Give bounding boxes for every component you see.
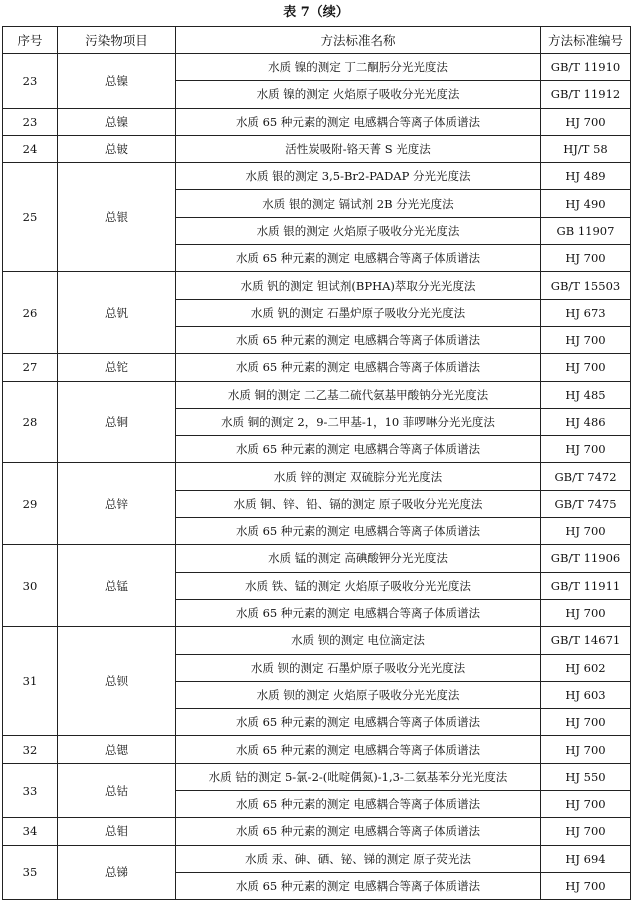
header-method-name: 方法标准名称 [176, 27, 541, 54]
table-row [3, 627, 631, 654]
seq-number-cell: 27 [3, 354, 58, 381]
method-code-cell: HJ/T 58 [541, 135, 631, 162]
seq-number-cell: 31 [3, 627, 58, 736]
seq-number-cell: 28 [3, 381, 58, 463]
table-row [3, 545, 631, 572]
pollutant-cell: 总锌 [58, 463, 176, 545]
seq-number-cell: 26 [3, 272, 58, 354]
header-seq: 序号 [3, 27, 58, 54]
pollutant-cell: 总银 [58, 163, 176, 272]
method-name-cell: 活性炭吸附-铬天菁 S 光度法 [176, 135, 541, 162]
method-code-cell: HJ 700 [541, 436, 631, 463]
method-code-cell: GB 11907 [541, 217, 631, 244]
method-code-cell: GB/T 11911 [541, 572, 631, 599]
seq-number-cell: 25 [3, 163, 58, 272]
pollutant-cell: 总锶 [58, 736, 176, 763]
method-code-cell: GB/T 11912 [541, 81, 631, 108]
method-code-cell: HJ 603 [541, 681, 631, 708]
seq-number-cell: 35 [3, 845, 58, 900]
method-code-cell: HJ 700 [541, 354, 631, 381]
table-row [3, 54, 631, 81]
method-name-cell: 水质 镍的测定 丁二酮肟分光光度法 [176, 54, 541, 81]
method-code-cell: HJ 700 [541, 818, 631, 845]
method-name-cell: 水质 65 种元素的测定 电感耦合等离子体质谱法 [176, 791, 541, 818]
pollutant-cell: 总钒 [58, 272, 176, 354]
seq-number-cell: 34 [3, 818, 58, 845]
pollutant-cell: 总铊 [58, 354, 176, 381]
method-code-cell: HJ 700 [541, 326, 631, 353]
method-code-cell: HJ 700 [541, 518, 631, 545]
method-code-cell: HJ 485 [541, 381, 631, 408]
method-name-cell: 水质 银的测定 3,5-Br2-PADAP 分光光度法 [176, 163, 541, 190]
method-code-cell: HJ 700 [541, 599, 631, 626]
method-name-cell: 水质 钡的测定 火焰原子吸收分光光度法 [176, 681, 541, 708]
pollutant-cell: 总铍 [58, 135, 176, 162]
method-name-cell: 水质 65 种元素的测定 电感耦合等离子体质谱法 [176, 872, 541, 899]
table-row [3, 463, 631, 490]
method-code-cell: HJ 700 [541, 245, 631, 272]
table-row [3, 381, 631, 408]
seq-number-cell: 30 [3, 545, 58, 627]
table-header [3, 27, 631, 54]
method-code-cell: GB/T 7475 [541, 490, 631, 517]
method-name-cell: 水质 65 种元素的测定 电感耦合等离子体质谱法 [176, 518, 541, 545]
header-pollutant: 污染物项目 [58, 27, 176, 54]
method-name-cell: 水质 65 种元素的测定 电感耦合等离子体质谱法 [176, 354, 541, 381]
method-code-cell: GB/T 11906 [541, 545, 631, 572]
seq-number-cell: 23 [3, 108, 58, 135]
method-name-cell: 水质 钴的测定 5-氯-2-(吡啶偶氮)-1,3-二氨基苯分光光度法 [176, 763, 541, 790]
pollutant-cell: 总钼 [58, 818, 176, 845]
method-code-cell: GB/T 7472 [541, 463, 631, 490]
method-name-cell: 水质 铜、锌、铅、镉的测定 原子吸收分光光度法 [176, 490, 541, 517]
method-name-cell: 水质 65 种元素的测定 电感耦合等离子体质谱法 [176, 108, 541, 135]
method-code-cell: HJ 700 [541, 709, 631, 736]
method-name-cell: 水质 65 种元素的测定 电感耦合等离子体质谱法 [176, 818, 541, 845]
method-name-cell: 水质 钡的测定 电位滴定法 [176, 627, 541, 654]
method-name-cell: 水质 汞、砷、硒、铋、锑的测定 原子荧光法 [176, 845, 541, 872]
method-name-cell: 水质 65 种元素的测定 电感耦合等离子体质谱法 [176, 436, 541, 463]
seq-number-cell: 23 [3, 54, 58, 109]
method-code-cell: HJ 700 [541, 736, 631, 763]
pollutant-cell: 总锑 [58, 845, 176, 900]
pollutant-cell: 总镍 [58, 108, 176, 135]
method-name-cell: 水质 镍的测定 火焰原子吸收分光光度法 [176, 81, 541, 108]
method-code-cell: HJ 694 [541, 845, 631, 872]
method-name-cell: 水质 65 种元素的测定 电感耦合等离子体质谱法 [176, 709, 541, 736]
method-code-cell: HJ 673 [541, 299, 631, 326]
method-code-cell: GB/T 14671 [541, 627, 631, 654]
method-name-cell: 水质 锌的测定 双硫腙分光光度法 [176, 463, 541, 490]
method-name-cell: 水质 65 种元素的测定 电感耦合等离子体质谱法 [176, 326, 541, 353]
method-name-cell: 水质 铜的测定 二乙基二硫代氨基甲酸钠分光光度法 [176, 381, 541, 408]
pollutant-cell: 总钡 [58, 627, 176, 736]
method-code-cell: HJ 700 [541, 791, 631, 818]
table-row [3, 736, 631, 763]
table-row [3, 354, 631, 381]
method-code-cell: HJ 550 [541, 763, 631, 790]
seq-number-cell: 29 [3, 463, 58, 545]
pollutant-cell: 总镍 [58, 54, 176, 109]
method-code-cell: HJ 700 [541, 872, 631, 899]
table-row [3, 163, 631, 190]
table-body [3, 54, 631, 900]
table-row [3, 818, 631, 845]
method-code-cell: HJ 602 [541, 654, 631, 681]
method-name-cell: 水质 铁、锰的测定 火焰原子吸收分光光度法 [176, 572, 541, 599]
table-row [3, 845, 631, 872]
table-caption: 表 7（续） [283, 5, 349, 20]
method-name-cell: 水质 65 种元素的测定 电感耦合等离子体质谱法 [176, 245, 541, 272]
pollutant-cell: 总钴 [58, 763, 176, 818]
method-name-cell: 水质 钒的测定 石墨炉原子吸收分光光度法 [176, 299, 541, 326]
standards-table [2, 26, 631, 900]
table-row [3, 763, 631, 790]
seq-number-cell: 32 [3, 736, 58, 763]
method-name-cell: 水质 锰的测定 高碘酸钾分光光度法 [176, 545, 541, 572]
table-row [3, 135, 631, 162]
header-method-code: 方法标准编号 [541, 27, 631, 54]
method-code-cell: HJ 700 [541, 108, 631, 135]
seq-number-cell: 24 [3, 135, 58, 162]
method-code-cell: GB/T 11910 [541, 54, 631, 81]
method-name-cell: 水质 钒的测定 钽试剂(BPHA)萃取分光光度法 [176, 272, 541, 299]
method-name-cell: 水质 铜的测定 2，9-二甲基-1，10 菲啰啉分光光度法 [176, 408, 541, 435]
table-row [3, 272, 631, 299]
table-row [3, 108, 631, 135]
method-name-cell: 水质 65 种元素的测定 电感耦合等离子体质谱法 [176, 599, 541, 626]
pollutant-cell: 总铜 [58, 381, 176, 463]
method-code-cell: GB/T 15503 [541, 272, 631, 299]
pollutant-cell: 总锰 [58, 545, 176, 627]
method-code-cell: HJ 489 [541, 163, 631, 190]
method-name-cell: 水质 银的测定 镉试剂 2B 分光光度法 [176, 190, 541, 217]
method-name-cell: 水质 65 种元素的测定 电感耦合等离子体质谱法 [176, 736, 541, 763]
seq-number-cell: 33 [3, 763, 58, 818]
method-code-cell: HJ 486 [541, 408, 631, 435]
method-code-cell: HJ 490 [541, 190, 631, 217]
method-name-cell: 水质 钡的测定 石墨炉原子吸收分光光度法 [176, 654, 541, 681]
method-name-cell: 水质 银的测定 火焰原子吸收分光光度法 [176, 217, 541, 244]
header-row [3, 27, 631, 54]
